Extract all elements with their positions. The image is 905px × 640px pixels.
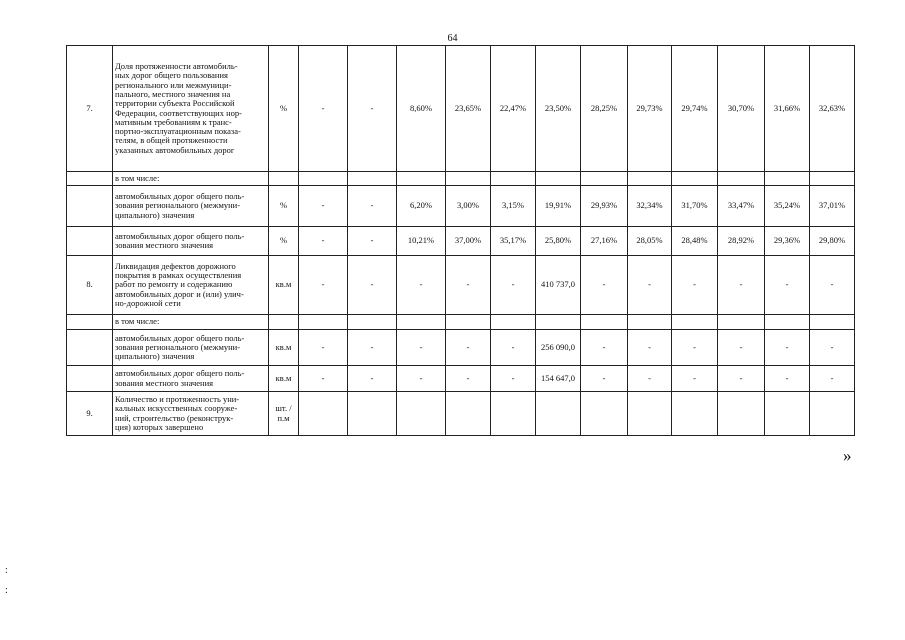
value-cell: - bbox=[299, 186, 348, 227]
empty-cell bbox=[491, 315, 536, 330]
value-cell: - bbox=[628, 366, 672, 392]
value-cell: - bbox=[299, 330, 348, 366]
unit-cell: кв.м bbox=[269, 330, 299, 366]
unit-cell: кв.м bbox=[269, 366, 299, 392]
empty-cell bbox=[810, 315, 855, 330]
subheading-cell: в том числе: bbox=[113, 315, 269, 330]
value-cell bbox=[628, 392, 672, 436]
table-row bbox=[67, 172, 855, 186]
value-cell: - bbox=[446, 256, 491, 315]
empty-cell bbox=[536, 315, 581, 330]
value-cell: - bbox=[348, 330, 397, 366]
value-cell bbox=[491, 392, 536, 436]
value-cell: - bbox=[299, 46, 348, 172]
indicator-name-cell: Доля протяженности автомобиль- ных дорог общего пользования регионального или межмуници- пального, местного значения на территории субъекта Российской Федерации, соответствующих нор- мативным требованиям к транс- портно-эксплуатационным показа- телям, в общей протяженности указанных автомобильных дорог bbox=[113, 46, 269, 172]
empty-cell bbox=[672, 315, 718, 330]
value-cell: 32,63% bbox=[810, 46, 855, 172]
value-cell: 3,00% bbox=[446, 186, 491, 227]
empty-cell bbox=[765, 172, 810, 186]
empty-cell bbox=[536, 172, 581, 186]
table-row bbox=[67, 46, 855, 172]
row-number-cell bbox=[67, 315, 113, 330]
value-cell: 19,91% bbox=[536, 186, 581, 227]
value-cell: 23,65% bbox=[446, 46, 491, 172]
row-number-cell bbox=[67, 227, 113, 256]
value-cell bbox=[810, 392, 855, 436]
indicator-name-cell: Ликвидация дефектов дорожного покрытия в рамках осуществления работ по ремонту и содержанию автомобильных дорог и (или) улич- но-дорожной сети bbox=[113, 256, 269, 315]
unit-cell: % bbox=[269, 46, 299, 172]
unit-cell: % bbox=[269, 186, 299, 227]
value-cell: - bbox=[446, 366, 491, 392]
value-cell bbox=[397, 392, 446, 436]
value-cell: 28,05% bbox=[628, 227, 672, 256]
value-cell: - bbox=[348, 366, 397, 392]
value-cell bbox=[718, 392, 765, 436]
value-cell: - bbox=[765, 330, 810, 366]
value-cell: 256 090,0 bbox=[536, 330, 581, 366]
value-cell: - bbox=[299, 256, 348, 315]
value-cell: 32,34% bbox=[628, 186, 672, 227]
value-cell: 28,48% bbox=[672, 227, 718, 256]
page-number: 64 bbox=[447, 33, 458, 44]
table-row bbox=[67, 227, 855, 256]
value-cell: - bbox=[718, 330, 765, 366]
value-cell: - bbox=[348, 227, 397, 256]
empty-cell bbox=[810, 172, 855, 186]
value-cell: 33,47% bbox=[718, 186, 765, 227]
table-row bbox=[67, 366, 855, 392]
value-cell: - bbox=[397, 256, 446, 315]
row-number-cell bbox=[67, 366, 113, 392]
value-cell: - bbox=[810, 256, 855, 315]
empty-cell bbox=[765, 315, 810, 330]
value-cell: - bbox=[491, 366, 536, 392]
value-cell: - bbox=[628, 256, 672, 315]
empty-cell bbox=[269, 172, 299, 186]
value-cell bbox=[299, 392, 348, 436]
value-cell bbox=[446, 392, 491, 436]
value-cell: 31,66% bbox=[765, 46, 810, 172]
unit-cell: кв.м bbox=[269, 256, 299, 315]
value-cell: 35,24% bbox=[765, 186, 810, 227]
value-cell: 8,60% bbox=[397, 46, 446, 172]
empty-cell bbox=[397, 315, 446, 330]
value-cell: - bbox=[718, 256, 765, 315]
value-cell: - bbox=[672, 330, 718, 366]
empty-cell bbox=[348, 315, 397, 330]
value-cell: 23,50% bbox=[536, 46, 581, 172]
empty-cell bbox=[491, 172, 536, 186]
value-cell: 35,17% bbox=[491, 227, 536, 256]
value-cell: - bbox=[348, 46, 397, 172]
empty-cell bbox=[299, 315, 348, 330]
row-number-cell bbox=[67, 186, 113, 227]
row-number-cell: 9. bbox=[67, 392, 113, 436]
value-cell bbox=[765, 392, 810, 436]
empty-cell bbox=[672, 172, 718, 186]
value-cell bbox=[348, 392, 397, 436]
value-cell bbox=[581, 392, 628, 436]
indicator-name-cell: автомобильных дорог общего поль- зования местного значения bbox=[113, 227, 269, 256]
subheading-cell: в том числе: bbox=[113, 172, 269, 186]
indicator-name-cell: автомобильных дорог общего поль- зования регионального (межмуни- ципального) значения bbox=[113, 330, 269, 366]
margin-mark: : bbox=[5, 565, 8, 576]
value-cell: 29,80% bbox=[810, 227, 855, 256]
empty-cell bbox=[718, 315, 765, 330]
value-cell: 28,92% bbox=[718, 227, 765, 256]
value-cell: - bbox=[397, 366, 446, 392]
table-row bbox=[67, 256, 855, 315]
empty-cell bbox=[581, 315, 628, 330]
value-cell: - bbox=[628, 330, 672, 366]
value-cell: - bbox=[348, 186, 397, 227]
margin-mark: : bbox=[5, 585, 8, 596]
value-cell: 154 647,0 bbox=[536, 366, 581, 392]
value-cell: 31,70% bbox=[672, 186, 718, 227]
value-cell: - bbox=[672, 256, 718, 315]
value-cell: - bbox=[765, 256, 810, 315]
value-cell: 37,00% bbox=[446, 227, 491, 256]
table-row bbox=[67, 392, 855, 436]
value-cell: - bbox=[446, 330, 491, 366]
row-number-cell: 8. bbox=[67, 256, 113, 315]
value-cell: 30,70% bbox=[718, 46, 765, 172]
indicators-table bbox=[66, 45, 855, 436]
table-row bbox=[67, 186, 855, 227]
value-cell: - bbox=[581, 330, 628, 366]
value-cell: 29,93% bbox=[581, 186, 628, 227]
table-row bbox=[67, 330, 855, 366]
value-cell: 29,73% bbox=[628, 46, 672, 172]
value-cell: 6,20% bbox=[397, 186, 446, 227]
indicator-name-cell: автомобильных дорог общего поль- зования местного значения bbox=[113, 366, 269, 392]
empty-cell bbox=[628, 315, 672, 330]
unit-cell: % bbox=[269, 227, 299, 256]
value-cell: - bbox=[348, 256, 397, 315]
row-number-cell bbox=[67, 330, 113, 366]
value-cell: 410 737,0 bbox=[536, 256, 581, 315]
value-cell: 29,36% bbox=[765, 227, 810, 256]
empty-cell bbox=[446, 315, 491, 330]
value-cell: - bbox=[581, 256, 628, 315]
value-cell: 28,25% bbox=[581, 46, 628, 172]
empty-cell bbox=[348, 172, 397, 186]
value-cell: - bbox=[299, 227, 348, 256]
value-cell bbox=[536, 392, 581, 436]
value-cell: - bbox=[397, 330, 446, 366]
value-cell: 22,47% bbox=[491, 46, 536, 172]
empty-cell bbox=[628, 172, 672, 186]
value-cell: - bbox=[810, 330, 855, 366]
indicator-name-cell: Количество и протяженность уни- кальных искусственных сооруже- ний, строительство (реконструк- ция) которых завершено bbox=[113, 392, 269, 436]
value-cell: 37,01% bbox=[810, 186, 855, 227]
value-cell: 29,74% bbox=[672, 46, 718, 172]
value-cell: - bbox=[491, 256, 536, 315]
value-cell: 10,21% bbox=[397, 227, 446, 256]
value-cell: - bbox=[581, 366, 628, 392]
empty-cell bbox=[269, 315, 299, 330]
value-cell: 27,16% bbox=[581, 227, 628, 256]
value-cell: - bbox=[491, 330, 536, 366]
empty-cell bbox=[299, 172, 348, 186]
value-cell: 25,80% bbox=[536, 227, 581, 256]
table-row bbox=[67, 315, 855, 330]
value-cell: - bbox=[765, 366, 810, 392]
unit-cell: шт. / п.м bbox=[269, 392, 299, 436]
empty-cell bbox=[446, 172, 491, 186]
value-cell: 3,15% bbox=[491, 186, 536, 227]
continuation-mark: » bbox=[843, 446, 852, 465]
empty-cell bbox=[581, 172, 628, 186]
value-cell: - bbox=[718, 366, 765, 392]
indicator-name-cell: автомобильных дорог общего поль- зования регионального (межмуни- ципального) значения bbox=[113, 186, 269, 227]
empty-cell bbox=[718, 172, 765, 186]
empty-cell bbox=[397, 172, 446, 186]
value-cell: - bbox=[672, 366, 718, 392]
value-cell: - bbox=[299, 366, 348, 392]
row-number-cell: 7. bbox=[67, 46, 113, 172]
value-cell bbox=[672, 392, 718, 436]
value-cell: - bbox=[810, 366, 855, 392]
row-number-cell bbox=[67, 172, 113, 186]
